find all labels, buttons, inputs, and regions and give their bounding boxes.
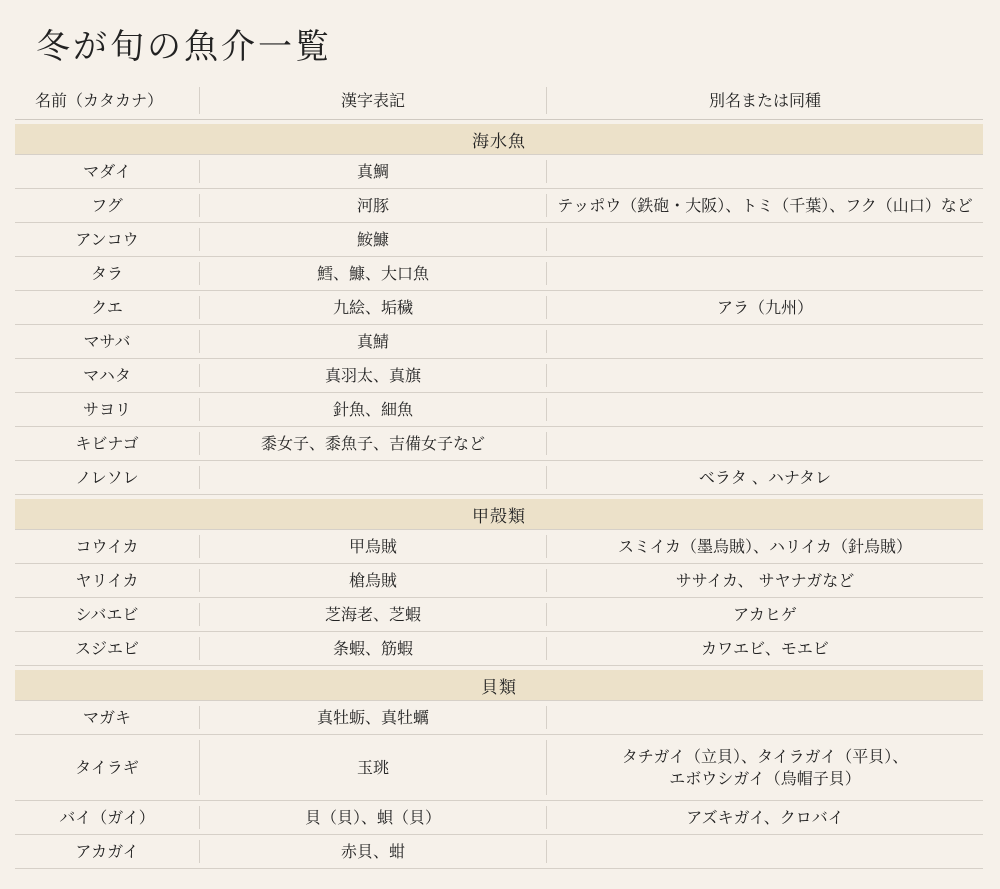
section-label: 貝類 (481, 677, 517, 698)
section-header (15, 670, 983, 701)
cell-alias: アラ（九州） (716, 297, 813, 317)
table-row (15, 427, 983, 461)
column-header-alias: 別名または同種 (708, 90, 821, 110)
cell-alias: スミイカ（墨烏賊）、ハリイカ（針烏賊） (617, 536, 913, 556)
section-label: 海水魚 (472, 131, 526, 152)
cell-kanji: 九絵、垢穢 (332, 297, 413, 317)
table-row (15, 291, 983, 325)
cell-katakana: シバエビ (75, 604, 139, 624)
column-divider (546, 706, 547, 729)
column-divider (199, 466, 200, 489)
cell-kanji: 真鯖 (356, 331, 389, 351)
cell-katakana: キビナゴ (75, 433, 139, 453)
cell-kanji: 赤貝、蚶 (340, 841, 405, 861)
cell-alias: ササイカ、 サヤナガなど (675, 570, 855, 590)
cell-katakana: タイラギ (75, 757, 139, 777)
column-header-kanji: 漢字表記 (340, 90, 405, 110)
cell-kanji: 槍烏賊 (348, 570, 397, 590)
column-header-katakana: 名前（カタカナ） (35, 90, 164, 110)
page-title: 冬が旬の魚介一覧 (36, 27, 332, 67)
column-divider (546, 840, 547, 863)
cell-kanji: 真鯛 (356, 161, 389, 181)
cell-kanji: 針魚、細魚 (332, 399, 413, 419)
cell-kanji: 河豚 (356, 195, 389, 215)
table-row (15, 835, 983, 869)
table-row (15, 735, 983, 801)
cell-katakana: クエ (91, 297, 123, 317)
table-row (15, 598, 983, 632)
cell-alias: ベラタ 、ハナタレ (698, 467, 832, 487)
column-divider (546, 398, 547, 421)
cell-katakana: マサバ (83, 331, 131, 351)
column-divider (546, 432, 547, 455)
cell-katakana: コウイカ (75, 536, 139, 556)
table-row (15, 223, 983, 257)
table-row (15, 632, 983, 666)
column-divider (546, 228, 547, 251)
table-row (15, 155, 983, 189)
cell-katakana: フグ (91, 195, 123, 215)
cell-kanji: 黍女子、黍魚子、吉備女子など (260, 433, 485, 453)
table-row (15, 325, 983, 359)
table-body (15, 124, 983, 869)
cell-katakana: サヨリ (82, 399, 131, 419)
section-header (15, 124, 983, 155)
column-divider (546, 330, 547, 353)
seafood-table (15, 82, 983, 869)
table-row (15, 257, 983, 291)
cell-katakana: マハタ (83, 365, 131, 385)
table-row (15, 564, 983, 598)
cell-kanji: 条蝦、筋蝦 (332, 638, 413, 658)
table-row (15, 189, 983, 223)
table-row (15, 393, 983, 427)
section-label: 甲殻類 (472, 506, 526, 527)
cell-katakana: マダイ (83, 161, 131, 181)
table-row (15, 701, 983, 735)
cell-katakana: ノレソレ (75, 467, 139, 487)
cell-alias: アズキガイ、クロバイ (686, 807, 844, 827)
cell-katakana: スジエビ (74, 638, 139, 658)
cell-alias: カワエビ、モエビ (701, 638, 829, 658)
section-header (15, 499, 983, 530)
cell-alias: アカヒゲ (733, 604, 797, 624)
cell-kanji: 玉珧 (356, 757, 389, 777)
cell-katakana: ヤリイカ (75, 570, 139, 590)
cell-kanji: 鱈、鱇、大口魚 (316, 263, 429, 283)
column-divider (546, 364, 547, 387)
cell-katakana: タラ (90, 263, 123, 283)
cell-katakana: マガキ (82, 707, 131, 727)
cell-katakana: アンコウ (75, 229, 139, 249)
cell-kanji: 芝海老、芝蝦 (324, 604, 421, 624)
table-row (15, 461, 983, 495)
cell-katakana: バイ（ガイ） (59, 807, 155, 827)
cell-kanji: 甲烏賊 (348, 536, 397, 556)
cell-alias: タチガイ（立貝）、タイラガイ（平貝）、 エボウシガイ（烏帽子貝） (621, 746, 909, 788)
table-row (15, 801, 983, 835)
column-divider (546, 160, 547, 183)
cell-alias: テッポウ（鉄砲・大阪）、トミ（千葉）、フク（山口）など (557, 195, 973, 215)
table-header (15, 82, 983, 120)
table-row (15, 359, 983, 393)
cell-kanji: 鮟鱇 (356, 229, 389, 249)
cell-kanji: 真羽太、真旗 (324, 365, 421, 385)
cell-kanji: 貝（貝）、蛽（貝） (304, 807, 441, 827)
table-row (15, 530, 983, 564)
cell-katakana: アカガイ (75, 841, 139, 861)
column-divider (546, 262, 547, 285)
cell-kanji: 真牡蛎、真牡蠣 (316, 707, 429, 727)
